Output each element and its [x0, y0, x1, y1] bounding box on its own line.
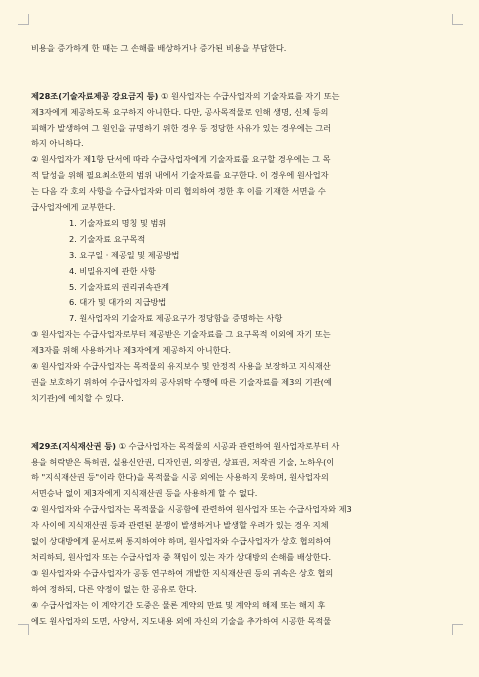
text-line [31, 455, 447, 471]
crop-mark-bottom-left [18, 624, 29, 635]
crop-mark-bottom-right [452, 624, 463, 635]
text-line [31, 486, 447, 502]
text-line [31, 598, 447, 614]
article-first-line [31, 439, 447, 455]
line-text: 권을 보호하기 위하여 수급사업자의 공사위탁 수행에 따른 기술자료를 제3의 기관(예 [31, 377, 332, 387]
line-text: ④ 원사업자와 수급사업자는 목적물의 유지보수 및 안정적 사용을 보장하고 지식재산 [31, 361, 331, 372]
text-line [31, 121, 447, 137]
line-text: 7. 원사업자의 기술자료 제공요구가 정당함을 증명하는 사항 [69, 313, 283, 324]
line-text: ① 수급사업자는 목적물의 시공과 관련하여 원사업자로부터 사 [116, 440, 340, 451]
text-line [31, 614, 447, 630]
blank-line [31, 57, 447, 73]
list-item [31, 280, 447, 296]
line-text: 치기관)에 예치할 수 있다. [31, 392, 124, 403]
text-line [31, 470, 447, 486]
list-item [31, 264, 447, 280]
line-text: 서면승낙 없이 제3자에게 지식재산권 등을 사용하게 할 수 없다. [31, 488, 258, 499]
line-text: 하지 아니하다. [31, 138, 84, 149]
article-heading: 제28조(기술자료제공 강요금지 등) [31, 90, 159, 101]
line-text: ② 원사업자가 제1항 단서에 따라 수급사업자에게 기술자료를 요구할 경우에는 그 목 [31, 154, 331, 165]
text-line [31, 168, 447, 184]
document-body [31, 41, 447, 629]
blank-line [31, 407, 447, 423]
text-line [31, 391, 447, 407]
list-item [31, 216, 447, 232]
text-line [31, 41, 447, 57]
line-text: 피해가 발생하여 그 원인을 규명하기 위한 경우 등 정당한 사유가 있는 경우에는 그러 [31, 122, 332, 133]
text-line [31, 550, 447, 566]
article-heading: 제29조(지식재산권 등) [31, 440, 117, 451]
text-line [31, 105, 447, 121]
text-line [31, 152, 447, 168]
line-text: ③ 원사업자는 수급사업자로부터 제공받은 기술자료를 그 요구목적 이외에 자기 또는 [31, 329, 331, 340]
blank-line [31, 423, 447, 439]
text-line [31, 327, 447, 343]
line-text: 하여 정하되, 다른 약정이 없는 한 공유로 한다. [31, 583, 197, 594]
line-text: 는 다음 각 호의 사항을 수급사업자와 미리 협의하여 정한 후 이를 기재한 서면을 수 [31, 186, 326, 197]
line-text: 에도 원사업자의 도면, 사양서, 지도내용 외에 자신의 기술을 추가하여 시공한 목적물 [31, 615, 332, 626]
text-line [31, 375, 447, 391]
line-text: 급사업자에게 교부한다. [31, 202, 116, 213]
list-item [31, 248, 447, 264]
line-text: 6. 대가 및 대가의 지급방법 [69, 297, 167, 308]
text-line [31, 582, 447, 598]
text-line [31, 566, 447, 582]
crop-mark-top-left [18, 14, 29, 25]
line-text: 1. 기술자료의 명칭 및 범위 [69, 217, 167, 228]
line-text: ① 원사업자는 수급사업자의 기술자료를 자기 또는 [158, 90, 340, 101]
text-line [31, 343, 447, 359]
text-line [31, 200, 447, 216]
text-line [31, 502, 447, 518]
list-item [31, 311, 447, 327]
text-line [31, 359, 447, 375]
line-text: 2. 기술자료 요구목적 [69, 233, 146, 244]
line-text: 없이 상대방에게 문서로써 통지하여야 하며, 원사업자와 수급사업자가 상호 협의하여 [31, 536, 332, 547]
article-first-line [31, 89, 447, 105]
text-line [31, 136, 447, 152]
text-line [31, 534, 447, 550]
list-item [31, 295, 447, 311]
list-item [31, 232, 447, 248]
line-text: 적 달성을 위해 필요최소한의 범위 내에서 기술자료를 요구한다. 이 경우에 원사업자 [31, 170, 329, 181]
text-line [31, 184, 447, 200]
text-line [31, 518, 447, 534]
line-text: 제3자를 위해 사용하거나 제3자에게 제공하지 아니한다. [31, 345, 232, 356]
line-text: 3. 요구일 · 제공일 및 제공방법 [69, 249, 180, 260]
crop-mark-top-right [452, 14, 463, 25]
line-text: 5. 기술자료의 권리귀속관계 [69, 281, 170, 292]
line-text: ④ 수급사업자는 이 계약기간 도중은 물론 계약의 만료 및 계약의 해제 또는 해지 후 [31, 599, 326, 610]
line-text: 비용을 증가하게 한 때는 그 손해를 배상하거나 증가된 비용을 부담한다. [31, 43, 287, 53]
line-text: ③ 원사업자와 수급사업자가 공동 연구하여 개발한 지식재산권 등의 귀속은 상호 협의 [31, 567, 334, 578]
blank-line [31, 73, 447, 89]
line-text: 제3자에게 제공하도록 요구하지 아니한다. 다만, 공사목적물로 인해 생명, 신체 등의 [31, 106, 329, 117]
line-text: 4. 비밀유지에 관한 사항 [69, 265, 156, 276]
line-text: 처리하되, 원사업자 또는 수급사업자 중 책임이 있는 자가 상대방의 손해를 배상한다. [31, 551, 332, 562]
line-text: ② 원사업자와 수급사업자는 목적물을 시공함에 관련하여 원사업자 또는 수급사업자와 제3 [31, 504, 352, 515]
line-text: 용을 허락받은 특허권, 실용신안권, 디자인권, 의장권, 상표권, 저작권 기술, 노하우(이 [31, 456, 335, 467]
line-text: 자 사이에 지식재산권 등과 관련된 분쟁이 발생하거나 발생할 우려가 있는 경우 지체 [31, 520, 329, 531]
line-text: 하 "지식재산권 등"이라 한다)을 목적물을 시공 외에는 사용하지 못하며, 원사업자의 [31, 472, 329, 483]
